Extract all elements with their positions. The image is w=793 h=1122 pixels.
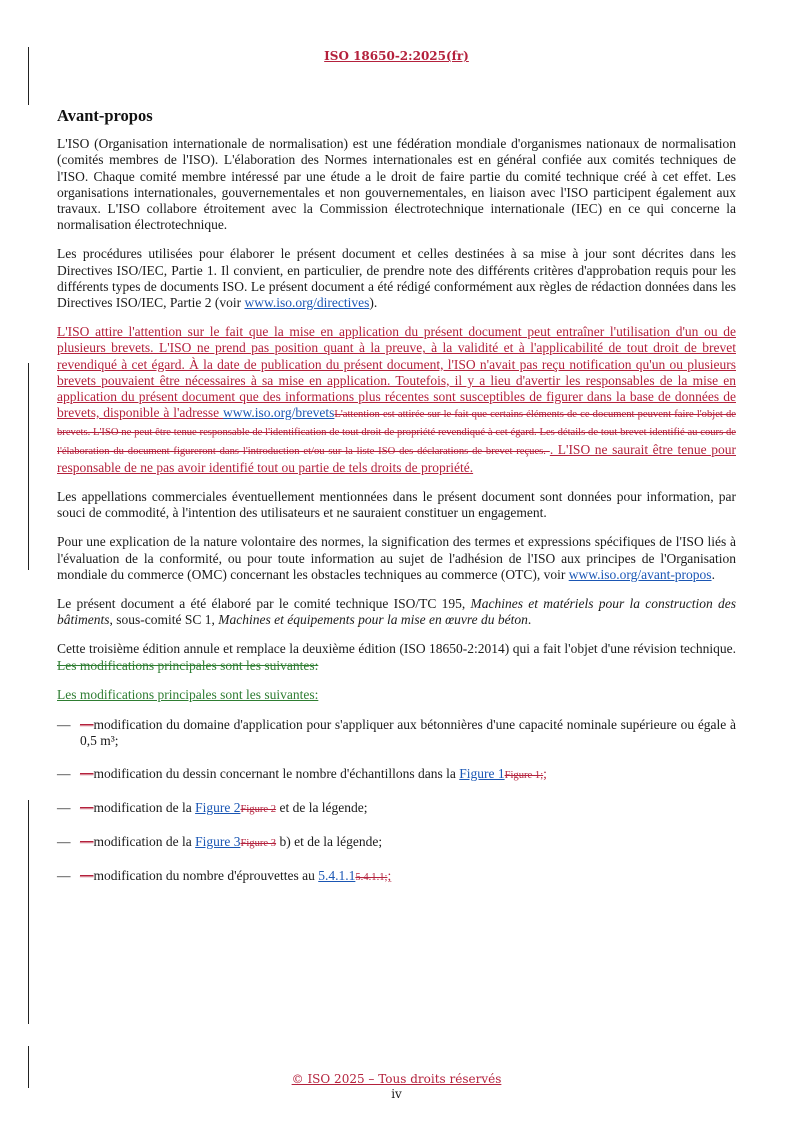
list-dash: —	[57, 717, 71, 733]
list-item	[57, 800, 736, 818]
paragraph-trade-names: Les appellations commerciales éventuellement mentionnées dans le présent document sont données pour information, par souci de commodité, à l'intention des utilisateurs et ne sauraient constituer un engagement.	[57, 489, 736, 521]
link-avant-propos[interactable]: www.iso.org/avant-propos	[568, 566, 712, 582]
list-dash: —	[57, 833, 71, 849]
paragraph-tail: ).	[369, 295, 378, 311]
deleted-ref: 5.4.1.1;	[355, 872, 388, 884]
changes-list	[57, 717, 736, 886]
list-item-tail: b) et de la légende;	[276, 833, 383, 849]
paragraph-text: Les procédures utilisées pour élaborer le présent document et celles destinées à sa mise à jour sont décrites dans les Directives ISO/IEC, Partie 1. Il convient, en particulier, de prendre note des différents critères d'approbation requis pour les différents types de documents ISO. Le présent document a été rédigé conformément aux règles de rédaction données dans les Directives ISO/IEC, Partie 2 (voir	[57, 246, 736, 311]
subcommittee-text: , sous-comité SC 1,	[109, 612, 219, 628]
list-item	[57, 766, 736, 784]
paragraph-edition	[57, 641, 736, 673]
list-dash: —	[57, 868, 71, 884]
deleted-text: L'attention est attirée sur le fait que certains éléments de ce document peuvent faire l'objet de brevets. L'ISO ne peut être tenue responsable de l'identification de tout droit de propriété revendiqué à cet égard. Les détails de tout brevet identifié au cours de l'élaboration du document figureront dans l'introduction et/ou sur la liste ISO des déclarations de brevet reçues.	[57, 409, 737, 457]
deleted-text: Les modifications principales sont les suivantes:	[57, 657, 319, 673]
paragraph-procedures	[57, 246, 736, 311]
deleted-dash: —	[80, 717, 94, 733]
deleted-dash: —	[80, 799, 94, 815]
paragraph-iso-intro: L'ISO (Organisation internationale de normalisation) est une fédération mondiale d'organismes nationaux de normalisation (comités membres de l'ISO). L'élaboration des Normes internationales est en général confiée aux comités techniques de l'ISO. Chaque comité membre intéressé par une étude a le droit de faire partie du comité technique créé à cet effet. Les organisations internationales, gouvernementales et non gouvernementales, en liaison avec l'ISO participent également aux travaux. L'ISO collabore étroitement avec la Commission électrotechnique internationale (IEC) en ce qui concerne la normalisation électrotechnique.	[57, 136, 736, 233]
link-figure-1[interactable]: Figure 1	[459, 765, 505, 781]
subcommittee-title: Machines et équipements pour la mise en œuvre du béton	[218, 612, 528, 628]
paragraph-patents	[57, 324, 736, 476]
deleted-dash: —	[80, 833, 94, 849]
inserted-punct: ;	[543, 765, 547, 781]
committee-text: Le présent document a été élaboré par le comité technique ISO/TC 195,	[57, 596, 471, 612]
list-item-text: modification du domaine d'application pour s'appliquer aux bétonnières d'une capacité nominale supérieure ou égale à 0,5 m³;	[80, 717, 736, 749]
deleted-ref: Figure 3	[240, 837, 277, 849]
link-brevets[interactable]: www.iso.org/brevets	[223, 405, 335, 421]
paragraph-committee	[57, 596, 736, 628]
changes-heading: Les modifications principales sont les suivantes:	[57, 686, 319, 702]
paragraph-tail: .	[527, 612, 532, 628]
deleted-dash: —	[80, 868, 94, 884]
document-id-header: ISO 18650-2:2025(fr)	[324, 49, 469, 63]
paragraph-voluntary-nature	[57, 534, 736, 583]
inserted-text: L'ISO attire l'attention sur le fait que la mise en application du présent document peut entraîner l'utilisation d'un ou de plusieurs brevets. L'ISO ne prend pas position quant à la preuve, à la validité et à l'applicabilité de tout droit de brevet revendiqué à cet égard. À la date de publication du présent document, l'ISO n'avait pas reçu notification qu'un ou plusieurs brevets pouvaient être nécessaires à sa mise en application. Toutefois, il y a lieu d'avertir les responsables de la mise en application du présent document que des informations plus récentes sont susceptibles de figurer dans la base de données de brevets, disponible à l'adresse	[57, 324, 736, 421]
copyright-notice: © ISO 2025 – Tous droits réservés	[291, 1072, 502, 1086]
list-item-tail: et de la légende;	[276, 799, 368, 815]
change-bar	[28, 363, 29, 570]
list-item	[57, 717, 736, 749]
paragraph-text: Pour une explication de la nature volontaire des normes, la signification des termes et expressions spécifiques de l'ISO liés à l'évaluation de la conformité, ou pour toute information au sujet de l'adhésion de l'ISO aux principes de l'Organisation mondiale du commerce (OMC) concernant les obstacles techniques au commerce (OTC), voir	[57, 534, 736, 582]
list-item-text: modification du dessin concernant le nombre d'échantillons dans la	[93, 765, 460, 781]
list-dash: —	[57, 765, 71, 781]
paragraph-tail: .	[711, 566, 715, 582]
page-footer	[0, 1072, 793, 1102]
section-heading: Avant-propos	[57, 106, 153, 125]
inserted-text-tail: . L'ISO ne saurait être tenue pour responsable de ne pas avoir identifié tout ou partie de tels droits de propriété.	[57, 441, 736, 475]
link-directives[interactable]: www.iso.org/directives	[244, 295, 370, 311]
inserted-punct: ;	[387, 868, 392, 884]
list-item	[57, 834, 736, 852]
list-item-text: modification de la	[93, 833, 196, 849]
deleted-ref: Figure 2	[240, 803, 277, 815]
list-item-text: modification du nombre d'éprouvettes au	[93, 868, 319, 884]
link-figure-3[interactable]: Figure 3	[195, 833, 241, 849]
main-content	[57, 108, 736, 902]
committee-title: Machines et matériels pour la construction des bâtiments	[57, 596, 736, 628]
change-bar	[28, 800, 29, 1024]
deleted-ref: Figure 1;	[504, 769, 544, 781]
deleted-dash: —	[80, 765, 94, 781]
link-clause-5-4-1-1[interactable]: 5.4.1.1	[318, 868, 356, 884]
link-figure-2[interactable]: Figure 2	[195, 799, 241, 815]
list-dash: —	[57, 799, 71, 815]
page-number: iv	[391, 1087, 402, 1101]
list-item	[57, 868, 736, 886]
list-item-text: modification de la	[93, 799, 196, 815]
edition-text: Cette troisième édition annule et remplace la deuxième édition (ISO 18650-2:2014) qui a fait l'objet d'une révision technique.	[57, 641, 736, 657]
